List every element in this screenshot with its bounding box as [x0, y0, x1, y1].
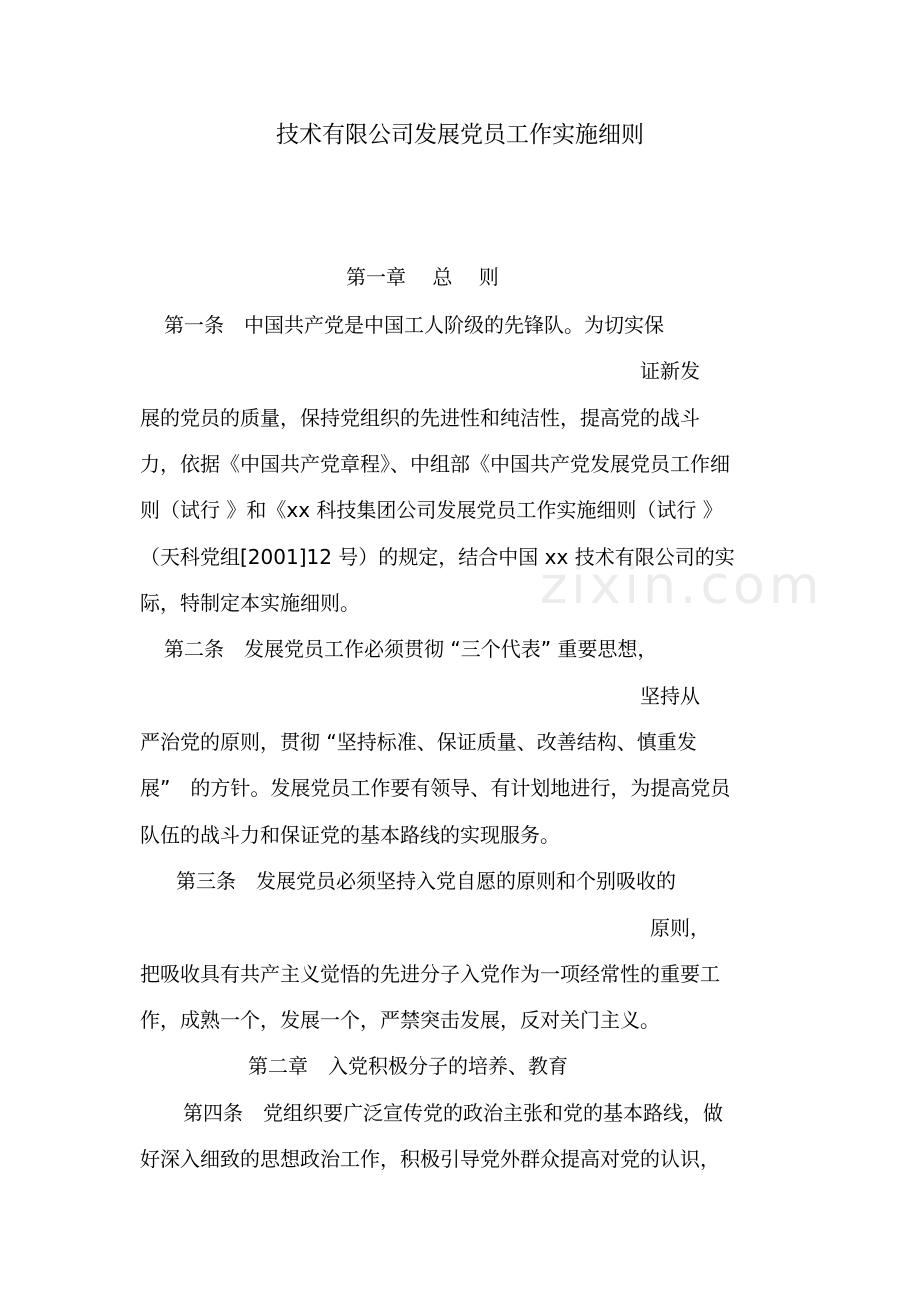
chapter-heading: 第一章 总 则 — [346, 265, 499, 289]
paragraph-line: 坚持从 — [640, 684, 700, 708]
paragraph-line: 力，依据《中国共产党章程》、中组部《中国共产党发展党员工作细 — [140, 452, 730, 476]
paragraph-line: 好深入细致的思想政治工作，积极引导党外群众提高对党的认识， — [140, 1147, 720, 1171]
paragraph-line: 第一条 中国共产党是中国工人阶级的先锋队。为切实保 — [164, 313, 664, 337]
paragraph-line: 证新发 — [640, 359, 700, 383]
paragraph-line: 第三条 发展党员必须坚持入党自愿的原则和个别吸收的 — [176, 869, 676, 893]
paragraph-line: 际，特制定本实施细则。 — [140, 591, 360, 615]
document-title: 技术有限公司发展党员工作实施细则 — [276, 122, 644, 148]
paragraph-line: 把吸收具有共产主义觉悟的先进分子入党作为一项经常性的重要工 — [140, 962, 720, 986]
watermark: zixin.com — [540, 556, 824, 616]
paragraph-line: 则（试行 》和《xx 科技集团公司发展党员工作实施细则（试行 》 — [140, 498, 723, 522]
paragraph-line: （天科党组[2001]12 号）的规定，结合中国 xx 技术有限公司的实 — [140, 545, 735, 569]
chapter-heading: 第二章 入党积极分子的培养、教育 — [248, 1054, 568, 1078]
paragraph-line: 队伍的战斗力和保证党的基本路线的实现服务。 — [140, 823, 560, 847]
paragraph-line: 作，成熟一个，发展一个，严禁突击发展，反对关门主义。 — [140, 1008, 660, 1032]
paragraph-line: 展” 的方针。发展党员工作要有领导、有计划地进行，为提高党员 — [140, 776, 731, 800]
paragraph-line: 原则， — [650, 916, 710, 940]
paragraph-line: 展的党员的质量，保持党组织的先进性和纯洁性，提高党的战斗 — [140, 406, 700, 430]
paragraph-line: 严治党的原则，贯彻 “坚持标准、保证质量、改善结构、慎重发 — [140, 730, 697, 754]
paragraph-line: 第二条 发展党员工作必须贯彻 “三个代表” 重要思想， — [164, 637, 658, 661]
paragraph-line: 第四条 党组织要广泛宣传党的政治主张和党的基本路线，做 — [183, 1101, 723, 1125]
